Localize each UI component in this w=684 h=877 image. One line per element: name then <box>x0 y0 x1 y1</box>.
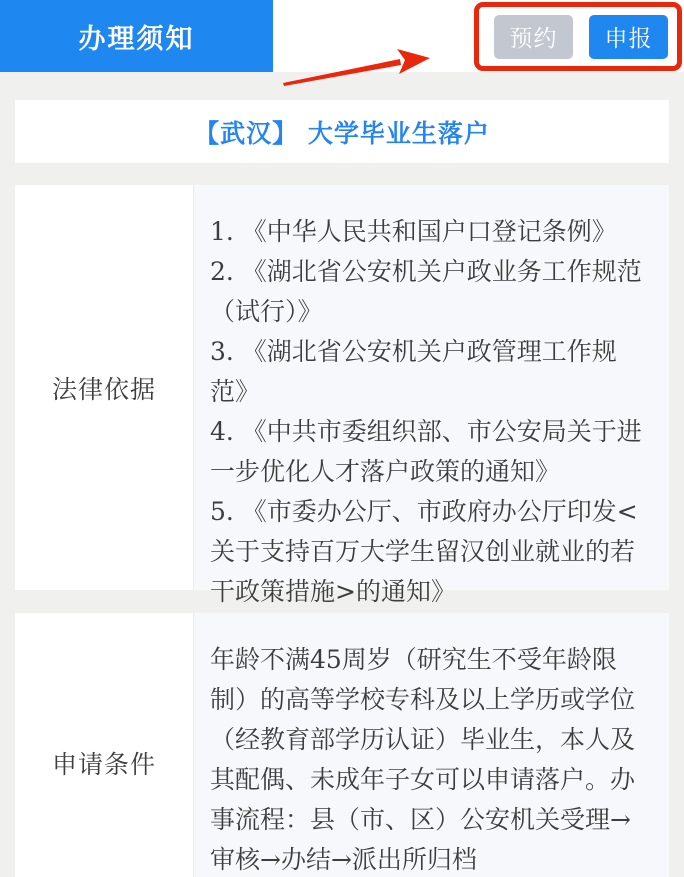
law-item: 1. 《中华人民共和国户口登记条例》 <box>210 217 617 246</box>
annotation-highlight-box <box>474 2 682 71</box>
law-item: 2. 《湖北省公安机关户政业务工作规范（试行）》 <box>210 257 642 326</box>
section-application-conditions <box>15 613 669 877</box>
spacer <box>0 163 684 185</box>
tab-banli-xuzhi[interactable]: 办理须知 <box>0 0 273 72</box>
law-item: 3. 《湖北省公安机关户政管理工作规范》 <box>210 337 617 406</box>
reserve-button[interactable]: 预约 <box>494 15 573 59</box>
section-content-application-conditions: 年龄不满45周岁（研究生不受年龄限制）的高等学校专科及以上学历或学位（经教育部学历认证）毕业生，本人及其配偶、未成年子女可以申请落户。办事流程：县（市、区）公安机关受理→审核→办结→派出所归档 <box>193 613 669 877</box>
section-label-legal-basis: 法律依据 <box>15 185 193 590</box>
top-bar <box>0 0 684 72</box>
section-label-application-conditions: 申请条件 <box>15 613 193 877</box>
page-title: 【武汉】 大学毕业生落户 <box>15 100 669 163</box>
apply-button[interactable]: 申报 <box>589 15 668 59</box>
spacer <box>0 72 684 100</box>
section-content-legal-basis <box>193 185 669 606</box>
law-item: 5. 《市委办公厅、市政府办公厅印发<关于支持百万大学生留汉创业就业的若干政策措施>的通知》 <box>210 497 638 606</box>
law-item: 4. 《中共市委组织部、市公安局关于进一步优化人才落户政策的通知》 <box>210 417 642 486</box>
section-legal-basis <box>15 185 669 606</box>
